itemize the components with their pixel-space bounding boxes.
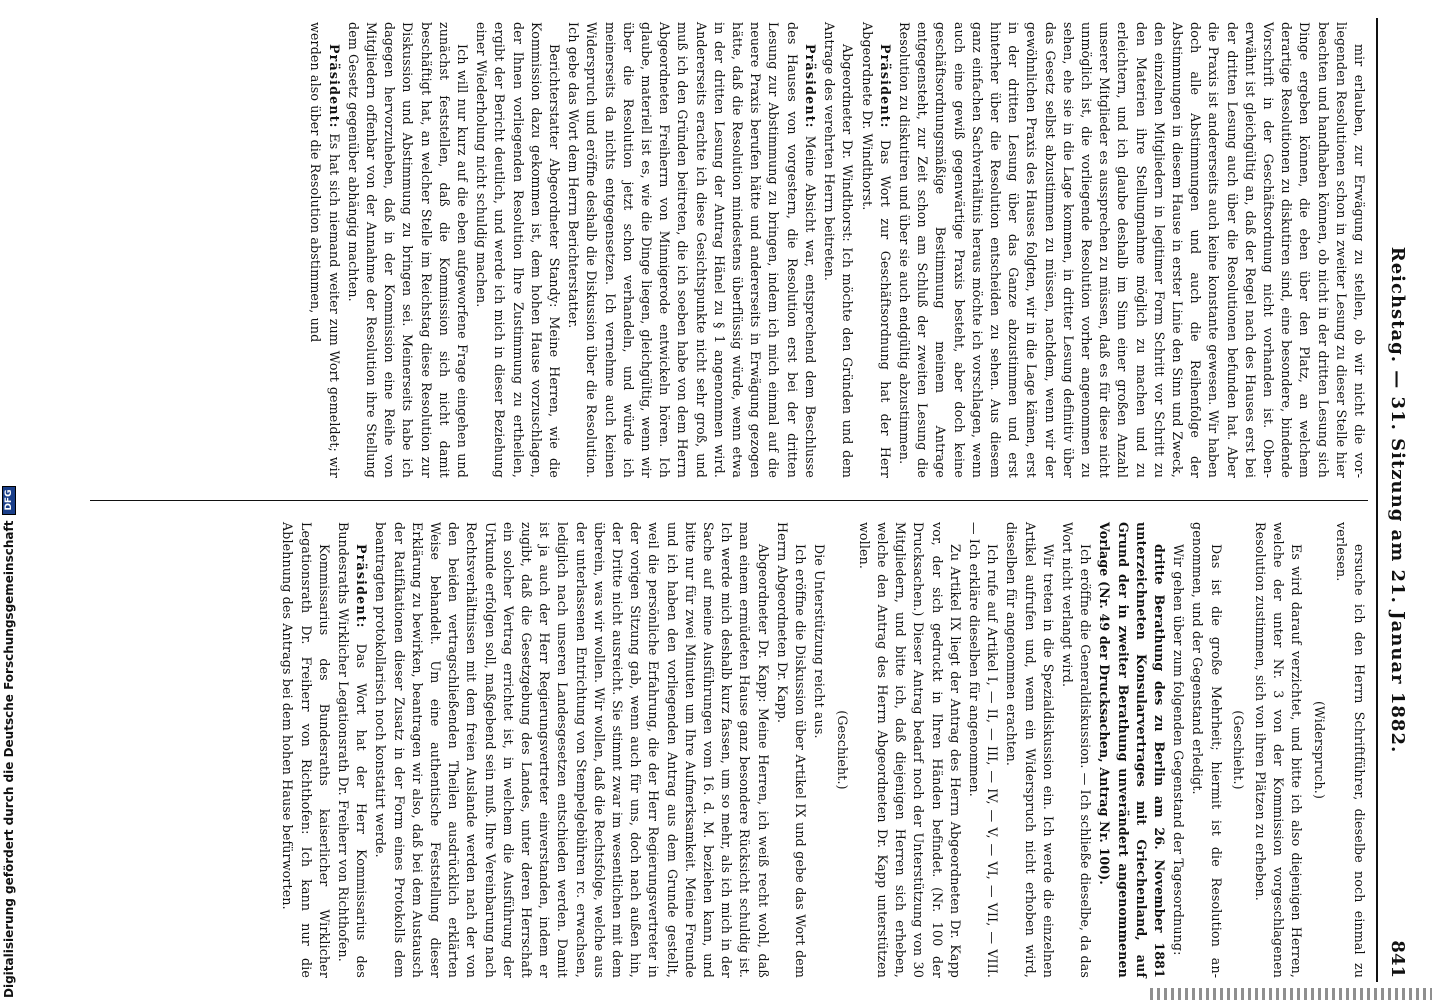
paragraph-text: (Geschieht.) bbox=[834, 710, 850, 790]
paragraph-text: Meine Absicht war, entsprechend dem Beschlusse des Hauses von vorgestern, die Resolution erst bei der dritten Lesung zur Abstimmung zu bringen, indem ich mich einmal auf die neuere Praxis berufen hätte und andererseits in Erwägung gezogen hätte, daß die Resolution mindestens überflüssig würde, wenn etwa in der dritten Lesung der Antrag Hänel zu § 1 angenommen wird. Andererseits erachte ich diese Gesichtspunkte nicht sehr groß, und muß ich den Gründen beitreten, die ich soeben habe von dem Herrn Abgeordneten Freiherrn von Minnigerode entwickeln hören. Ich glaube, materiell ist es, wie die Dinge liegen, gleichgültig, wenn wir über die Resolution jetzt schon verhandeln, und würde ich meinerseits da nichts entgegensetzen. Ich vernehme auch keinen Widerspruch und eröffne deshalb die Diskussion über die Resolution. Ich gebe das Wort dem Herrn Berichterstatter. bbox=[566, 22, 818, 478]
paragraph-text: dritte Berathung des zu Berlin am 26. November 1881 unterzeichneten Konsularvertrages mit Griechenland, auf Grund der in zweiter Berathung unverändert angenommenen Vorlage (Nr. 49 der Drucksachen, Antrag Nr. 100). bbox=[1097, 522, 1167, 978]
paragraph-text: Es hat sich niemand weiter zum Wort gemeldet; wir werden also über die Resolution abstimmen, und bbox=[308, 22, 342, 478]
paragraph-text: Abgeordneter Dr. Kapp: Meine Herren, ich weiß recht wohl, daß man einem ermüdeten Hause ganz besondere Rücksicht schuldig ist. Ich werde mich deshalb kurz fassen, um so mehr, als ich mich in der Sache auf meine Ausführungen vom 16. d. M. beziehen kann, und bitte nur für zwei Minuten um Ihre Aufmerksamkeit. Meine Freunde und ich haben den vorliegenden Antrag aus dem Grunde gestellt, weil die persönliche Erfahrung, die der Herr Regierungsvertreter in der vorigen Sitzung gab, wenn auch für uns, doch nach außen hin, der Dritte nicht ausreicht. Sie stimmt zwar im wesentlichen mit dem überein, was wir wollen. Wir wollen, daß die Rechtsfolge, welche aus der unterlassenen Entrichtung von Stempelgebühren rc. erwachsen, lediglich nach unseren Landesgesetzen entschieden werden. Damit ist ja auch der Herr Regierungsvertreter einverstanden, indem er zugibt, daß die Gesetzgebung des Landes, unter deren Herrschaft ein solcher Vertrag errichtet ist, in welchem die Ausführung der Urkunde erfolgen soll, maßgebend sein muß. Ihre Vereinbarung nach Rechtsverhältnissen mit dem freien Auslande werden nach der von den beiden vertragschließenden Theilen ausdrücklich erklärten Weise behandelt. Um eine authentische Feststellung dieser Erklärung zu bewirken, beantragen wir also, daß bei dem Austausch der Ratifikationen dieser Zusatz in der Form eines Protokolls dem beantragten protokollarisch noch konstatirt werde. bbox=[373, 522, 771, 978]
paragraph bbox=[472, 22, 563, 478]
paragraph bbox=[344, 22, 471, 478]
paragraph bbox=[773, 522, 809, 978]
paragraph-text: (Widerspruch.) bbox=[1311, 700, 1327, 800]
paragraph bbox=[1095, 522, 1168, 978]
paragraph bbox=[1188, 522, 1224, 978]
paragraph-text: Ich will nur kurz auf die eben aufgeworfene Frage eingehen und zunächst feststellen, daß die Kommission sich nicht damit beschäftigt hat, an welcher Stelle im Reichstag diese Resolution zur Diskussion und Abstimmung zu bringen sei. Meinerseits habe ich dagegen hervorzuheben, daß in der Kommission eine Reihe von Mitgliedern offenbar von der Annahme der Resolution ihre Stellung dem Gesetz gegenüber abhängig machten. bbox=[345, 22, 471, 478]
paragraph bbox=[371, 522, 771, 978]
paragraph bbox=[278, 522, 333, 978]
paragraph bbox=[1002, 522, 1057, 978]
page-header bbox=[1376, 18, 1412, 982]
digitization-text: Digitalisierung gefördert durch die Deutsche Forschungsgemeinschaft bbox=[2, 520, 16, 998]
paragraph bbox=[855, 522, 964, 978]
speaker-label: Präsident: bbox=[802, 44, 818, 129]
paragraph-text: Das Wort zur Geschäftsordnung hat der Herr Abgeordnete Dr. Windthorst. bbox=[859, 22, 893, 478]
paragraph bbox=[306, 22, 342, 478]
paragraph-text: Die Unterstützung reicht aus. bbox=[812, 544, 828, 739]
paragraph bbox=[334, 522, 370, 978]
speaker-label: Präsident: bbox=[354, 544, 370, 629]
paragraph bbox=[1229, 522, 1247, 978]
paragraph-text: Ich eröffne die Generaldiskussion. — Ich schließe dieselbe, da das Wort nicht verlangt wird. bbox=[1059, 522, 1094, 978]
speaker-label: Präsident: bbox=[877, 44, 893, 129]
paragraph bbox=[1309, 522, 1327, 978]
paragraph bbox=[832, 522, 850, 978]
left-text-column bbox=[40, 22, 1368, 478]
paragraph bbox=[965, 522, 1001, 978]
paragraph bbox=[810, 522, 828, 978]
paragraph-text: Wir gehen über zum folgenden Gegenstand der Tagesordnung: bbox=[1171, 544, 1187, 956]
paragraph-text: Das ist die große Mehrheit; hiermit ist die Resolution angenommen, und der Gegenstand erledigt. bbox=[1190, 522, 1224, 978]
running-title: Reichstag. — 31. Sitzung am 21. Januar 1882. bbox=[1387, 246, 1408, 754]
column-divider bbox=[90, 500, 1368, 501]
scan-edge-artifact bbox=[1150, 988, 1432, 1000]
paragraph-text: Zu Artikel IX liegt der Antrag des Herrn Abgeordneten Dr. Kapp vor, der sich gedruckt in Ihren Händen befindet. (Nr. 100 der Drucksachen.) Dieser Antrag bedarf noch der Unterstützung von 30 Mitgliedern, und bitte ich, daß diejenigen Herren sich erheben, welche den Antrag des Herrn Abgeordneten Dr. Kapp unterstützen wollen. bbox=[856, 522, 963, 978]
digitization-note bbox=[0, 0, 24, 1000]
paragraph bbox=[564, 22, 819, 478]
paragraph-text: Abgeordneter Dr. Windthorst: Ich möchte den Gründen und dem Antrage des verehrten Herrn beitreten. bbox=[822, 22, 856, 478]
paragraph-text: Es wird darauf verzichtet, und bitte ich also diejenigen Herren, welche der unter Nr. 3 von der Kommission vorgeschlagenen Resolution zustimmen, sich von ihren Plätzen zu erheben. bbox=[1252, 522, 1305, 978]
paragraph bbox=[857, 22, 893, 478]
paragraph bbox=[1058, 522, 1094, 978]
paragraph bbox=[1332, 522, 1368, 978]
paragraph-text: ersuche ich den Herrn Schriftführer, dieselbe noch einmal zu verlesen. bbox=[1333, 522, 1367, 978]
page-number: 841 bbox=[1387, 940, 1408, 978]
speaker-label: Präsident: bbox=[326, 44, 342, 129]
paragraph-text: (Geschieht.) bbox=[1230, 710, 1246, 790]
paragraph-text: Ich rufe auf Artikel I, — II, — III, — IV, — V, — VI, — VII, — VIII. — Ich erkläre dieselben für angenommen. bbox=[966, 522, 1001, 978]
paragraph bbox=[1251, 522, 1306, 978]
paragraph bbox=[820, 22, 856, 478]
paragraph-text: mir erlauben, zur Erwägung zu stellen, ob wir nicht die vorliegenden Resolutionen schon in zweiter Lesung zu dieser Stelle hier beachten und handhaben können, ob nicht in der dritten Lesung sich Dinge ergeben können, die eben über den Platz, an welchem derartige Resolutionen zu diskutiren sind, eine besondere, bindende Vorschrift in der Geschäftsordnung nicht vorhanden ist. Obenerwähnt ist gleichgültig an, daß der Regel nach des Hauses erst bei der dritten Lesung auch über die Resolutionen befunden hat. Aber die Praxis ist andererseits auch keine konstante gewesen. Wir haben doch alle Abstimmungen und auch die Reihenfolge der Abstimmungen in diesem Hause in erster Linie den Sinn und Zweck, den einzelnen Mitgliedern in legitimer Form Schritt vor Schritt zu den Materien ihre Stellungnahme möglich zu machen und zu erleichtern, und ich glaube deshalb im Sinn einer großen Anzahl unserer Mitglieder es aussprechen zu müssen, daß es für diese nicht unmöglich ist, die vorliegende Resolution vorher angenommen zu sehen, ehe sie in die Lage kommen, in dritter Lesung definitiv über das Gesetz selbst abzustimmen zu müssen, nachdem, wenn wir der gewöhnlichen Praxis des Hauses folgten, wir in die Lage kämen, erst in der dritten Lesung über das Ganze abzustimmen und erst hinterher über die Resolution entscheiden zu sehen. Aus diesem ganz einfachen Sachverhältnis heraus möchte ich vorschlagen, wenn auch eine gewiß gegenwärtige Praxis besteht, aber doch keine geschäftsordnungsmäßige Bestimmung meinem Antrage entgegensteht, zur Zeit schon am Schluß der zweiten Lesung die Resolution zu diskutiren und über sie auch endgültig abzustimmen. bbox=[896, 22, 1367, 478]
paragraph bbox=[1169, 522, 1187, 978]
paragraph-text: Das Wort hat der Herr Kommissarius des Bundesraths Wirklicher Legationsrath Dr. Freiherr von Richthofen. bbox=[336, 522, 370, 979]
paragraph-text: Wir treten in die Spezialdiskussion ein. Ich werde die einzelnen Artikel aufrufen und, wenn ein Widerspruch nicht erhoben wird, dieselben für angenommen erachten. bbox=[1004, 522, 1056, 978]
paragraph-text: Kommissarius des Bundesraths kaiserlicher Wirklicher Legationsrath Dr. Freiherr von Richthofen: Ich kann nur die Ablehnung des Antrags bei dem hohen Hause befürworten. bbox=[280, 522, 332, 978]
paragraph bbox=[895, 22, 1368, 478]
paragraph-text: Berichterstatter Abgeordneter Standy: Meine Herren, wie die Kommission dazu gekommen ist, dem hohen Hause vorzuschlagen, der Ihnen vorliegenden Resolution Ihre Zustimmung zu ertheilen, ergibt der Bericht deutlich, und werde ich mich in dieser Beziehung einer Wiederholung nicht schuldig machen. bbox=[474, 22, 563, 478]
dfg-logo: DFG bbox=[2, 486, 16, 515]
right-text-column bbox=[40, 522, 1368, 978]
paragraph-text: Ich eröffne die Diskussion über Artikel IX und gebe das Wort dem Herrn Abgeordneten Dr. Kapp. bbox=[774, 522, 809, 978]
